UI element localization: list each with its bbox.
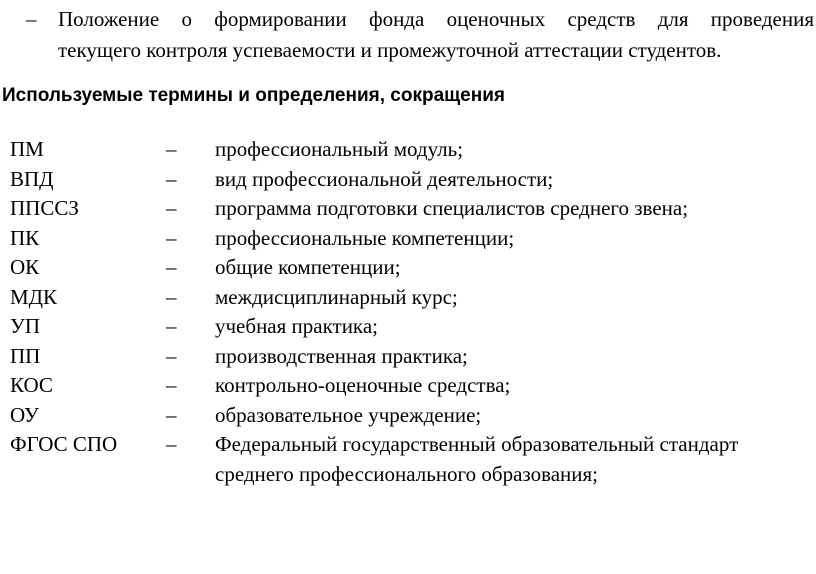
term-row <box>10 283 810 313</box>
term-dash: – <box>166 432 177 456</box>
intro-dash: – <box>26 7 37 31</box>
term-dash: – <box>166 343 177 368</box>
intro-line-1: Положение о формировании фонда оценочных средств для проведения <box>58 7 814 31</box>
term-dash: – <box>166 373 177 397</box>
term-dash: – <box>166 137 177 161</box>
term-row <box>10 165 810 195</box>
term-abbreviation: ФГОС СПО <box>10 432 118 456</box>
term-definition: Федеральный государственный образовательный стандарт среднего профессионального образования; <box>215 432 739 486</box>
term-row <box>10 135 810 165</box>
term-abbreviation: МДК <box>10 284 58 309</box>
term-row <box>10 224 810 254</box>
term-dash: – <box>166 225 177 250</box>
term-definition: программа подготовки специалистов среднего звена; <box>215 196 689 220</box>
term-abbreviation: ВПД <box>10 166 54 191</box>
term-definition: образовательное учреждение; <box>215 402 482 427</box>
term-abbreviation: ОУ <box>10 402 39 427</box>
term-definition: общие компетенции; <box>215 255 401 279</box>
term-dash: – <box>166 255 177 279</box>
term-abbreviation: ОК <box>10 255 40 279</box>
term-dash: – <box>166 314 177 338</box>
term-row <box>10 430 810 489</box>
intro-line-2: текущего контроля успеваемости и промежуточной аттестации студентов. <box>58 38 722 62</box>
term-definition: вид профессиональной деятельности; <box>215 166 554 191</box>
term-abbreviation: ПК <box>10 225 40 250</box>
term-definition: контрольно-оценочные средства; <box>215 373 511 397</box>
term-row <box>10 253 810 283</box>
term-definition: междисциплинарный курс; <box>215 284 458 309</box>
term-abbreviation: КОС <box>10 373 53 397</box>
term-definition: профессиональный модуль; <box>215 137 464 161</box>
term-row <box>10 194 810 224</box>
section-heading: Используемые термины и определения, сокращения <box>2 85 505 106</box>
term-dash: – <box>166 196 177 220</box>
term-dash: – <box>166 166 177 191</box>
term-dash: – <box>166 284 177 309</box>
term-definition: учебная практика; <box>215 314 378 338</box>
term-abbreviation: ПП <box>10 343 41 368</box>
term-definition: производственная практика; <box>215 343 468 368</box>
terms-list <box>10 135 810 489</box>
term-abbreviation: ППССЗ <box>10 196 79 220</box>
term-row <box>10 342 810 372</box>
term-dash: – <box>166 402 177 427</box>
intro-text <box>58 4 814 66</box>
term-abbreviation: ПМ <box>10 137 44 161</box>
term-definition: профессиональные компетенции; <box>215 225 515 250</box>
term-row <box>10 371 810 401</box>
term-row <box>10 312 810 342</box>
term-abbreviation: УП <box>10 314 41 338</box>
term-row <box>10 401 810 431</box>
